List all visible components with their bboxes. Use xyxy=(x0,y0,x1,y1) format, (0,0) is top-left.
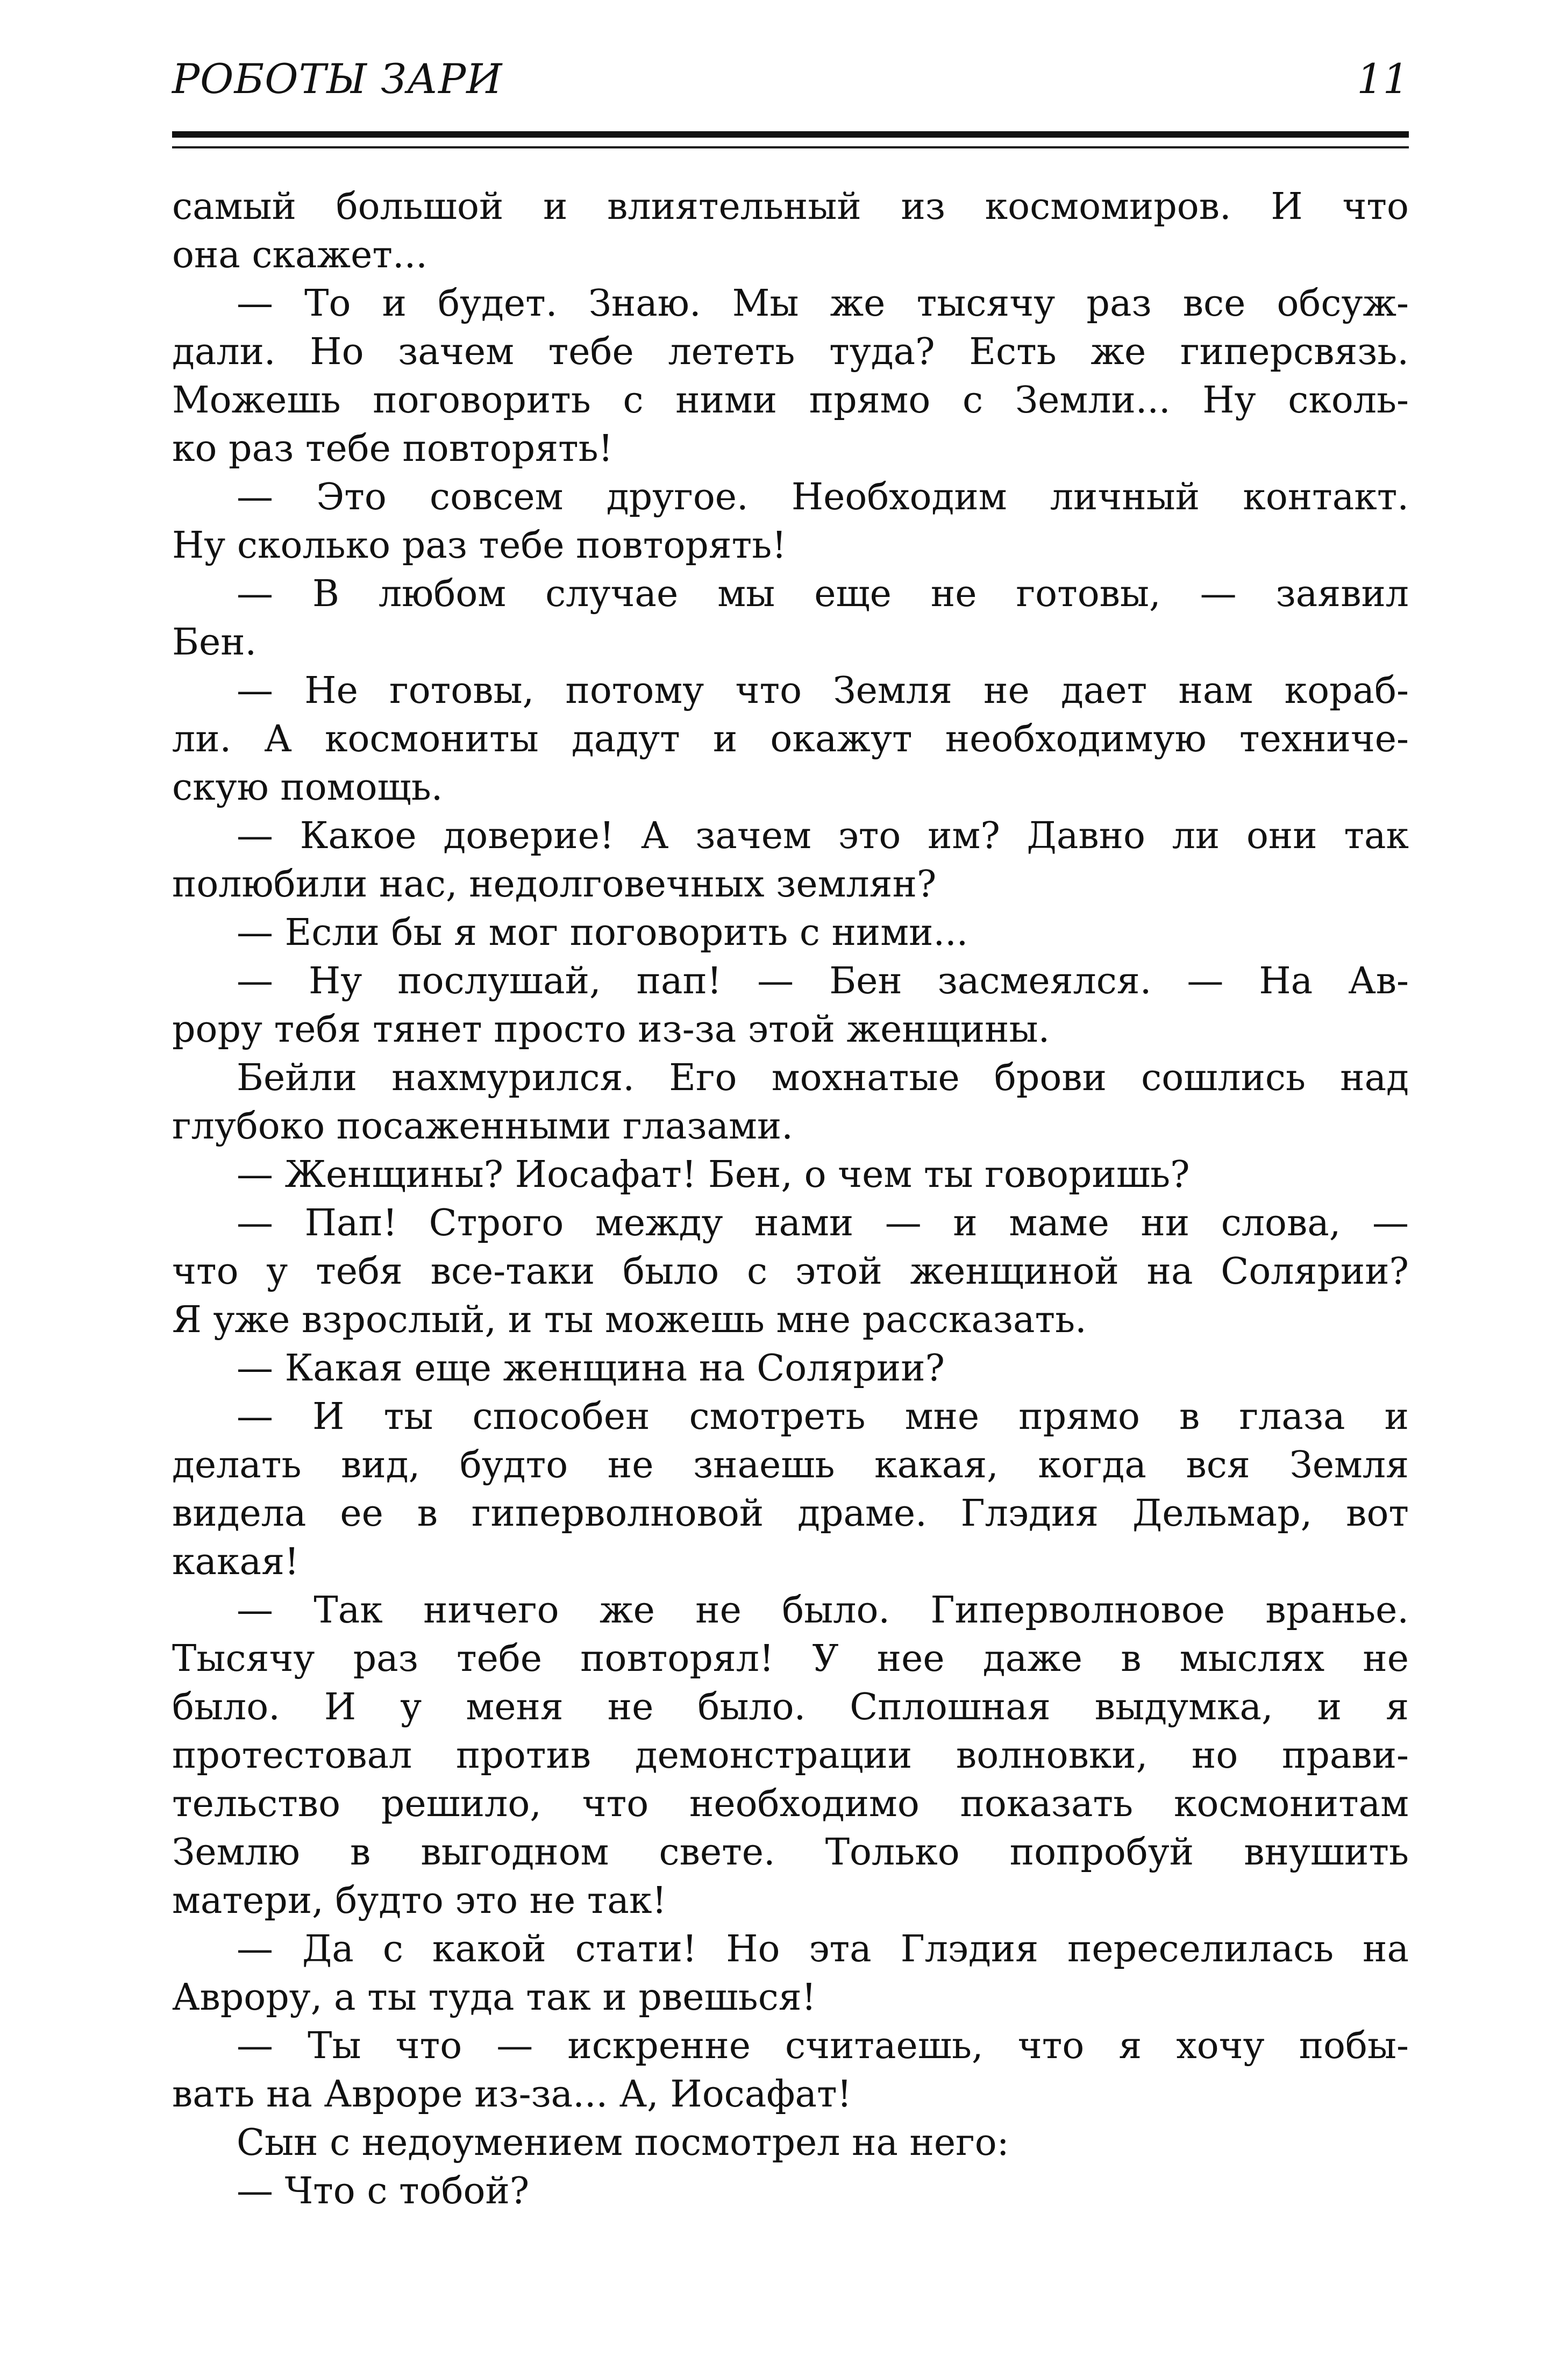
text-line: было. И у меня не было. Сплошная выдумка, и я xyxy=(172,1686,1409,1728)
text-line: — Ты что — искренне считаешь, что я хочу побы- xyxy=(237,2025,1409,2067)
text-line: — В любом случае мы еще не готовы, — заявил xyxy=(237,573,1409,615)
header-rule-thin xyxy=(172,146,1409,148)
text-line: Я уже взрослый, и ты можешь мне рассказать. xyxy=(172,1299,1087,1341)
text-line: — И ты способен смотреть мне прямо в глаза и xyxy=(237,1396,1409,1438)
text-line: делать вид, будто не знаешь какая, когда вся Земля xyxy=(172,1444,1409,1486)
text-line: — Если бы я мог поговорить с ними... xyxy=(237,912,968,954)
text-line: дали. Но зачем тебе лететь туда? Есть же гиперсвязь. xyxy=(172,331,1409,373)
text-line: — Пап! Строго между нами — и маме ни слова, — xyxy=(237,1202,1409,1244)
text-line: Сын с недоумением посмотрел на него: xyxy=(237,2122,1009,2164)
page-number: 11 xyxy=(1357,55,1409,103)
text-line: — Так ничего же не было. Гиперволновое вранье. xyxy=(237,1589,1409,1632)
text-line: Ну сколько раз тебе повторять! xyxy=(172,524,787,567)
body-text xyxy=(172,183,1409,2216)
text-line: ко раз тебе повторять! xyxy=(172,428,613,470)
text-line: — Не готовы, потому что Земля не дает нам кораб- xyxy=(237,670,1409,712)
text-line: — Это совсем другое. Необходим личный контакт. xyxy=(237,476,1409,518)
text-line: Можешь поговорить с ними прямо с Земли... Ну сколь- xyxy=(172,379,1409,422)
text-line: глубоко посаженными глазами. xyxy=(172,1105,793,1148)
text-line: Бен. xyxy=(172,621,257,664)
text-line: — Какая еще женщина на Солярии? xyxy=(237,1347,945,1390)
text-line: — Какое доверие! А зачем это им? Давно ли они так xyxy=(237,815,1409,857)
text-line: — То и будет. Знаю. Мы же тысячу раз все обсуж- xyxy=(237,282,1409,325)
text-line: полюбили нас, недолговечных землян? xyxy=(172,863,937,906)
text-line: вать на Авроре из-за... А, Иосафат! xyxy=(172,2073,852,2116)
text-line: Аврору, а ты туда так и рвешься! xyxy=(172,1976,817,2019)
text-line: она скажет... xyxy=(172,234,427,276)
text-line: матери, будто это не так! xyxy=(172,1880,667,1922)
text-line: Землю в выгодном свете. Только попробуй внушить xyxy=(172,1831,1409,1874)
text-line: протестовал против демонстрации волновки, но прави- xyxy=(172,1734,1409,1777)
text-line: — Ну послушай, пап! — Бен засмеялся. — На Ав- xyxy=(237,960,1409,1002)
text-line: Тысячу раз тебе повторял! У нее даже в мыслях не xyxy=(172,1638,1409,1680)
text-line: Бейли нахмурился. Его мохнатые брови сошлись над xyxy=(237,1057,1409,1099)
text-line: скую помощь. xyxy=(172,766,443,809)
text-line: ли. А космониты дадут и окажут необходимую техниче- xyxy=(172,718,1409,760)
text-line: самый большой и влиятельный из космомиров. И что xyxy=(172,186,1409,228)
text-line: — Что с тобой? xyxy=(237,2170,530,2212)
text-line: — Да с какой стати! Но эта Глэдия переселилась на xyxy=(237,1928,1409,1970)
header-rule-thick xyxy=(172,131,1409,138)
running-head xyxy=(172,49,1409,109)
text-line: какая! xyxy=(172,1541,300,1583)
text-line: — Женщины? Иосафат! Бен, о чем ты говоришь? xyxy=(237,1154,1190,1196)
text-line: тельство решило, что необходимо показать космонитам xyxy=(172,1783,1409,1825)
running-title: РОБОТЫ ЗАРИ xyxy=(172,55,503,103)
text-line: видела ее в гиперволновой драме. Глэдия Дельмар, вот xyxy=(172,1492,1409,1535)
text-line: что у тебя все-таки было с этой женщиной на Солярии? xyxy=(172,1250,1409,1293)
text-line: рору тебя тянет просто из-за этой женщины. xyxy=(172,1008,1050,1051)
